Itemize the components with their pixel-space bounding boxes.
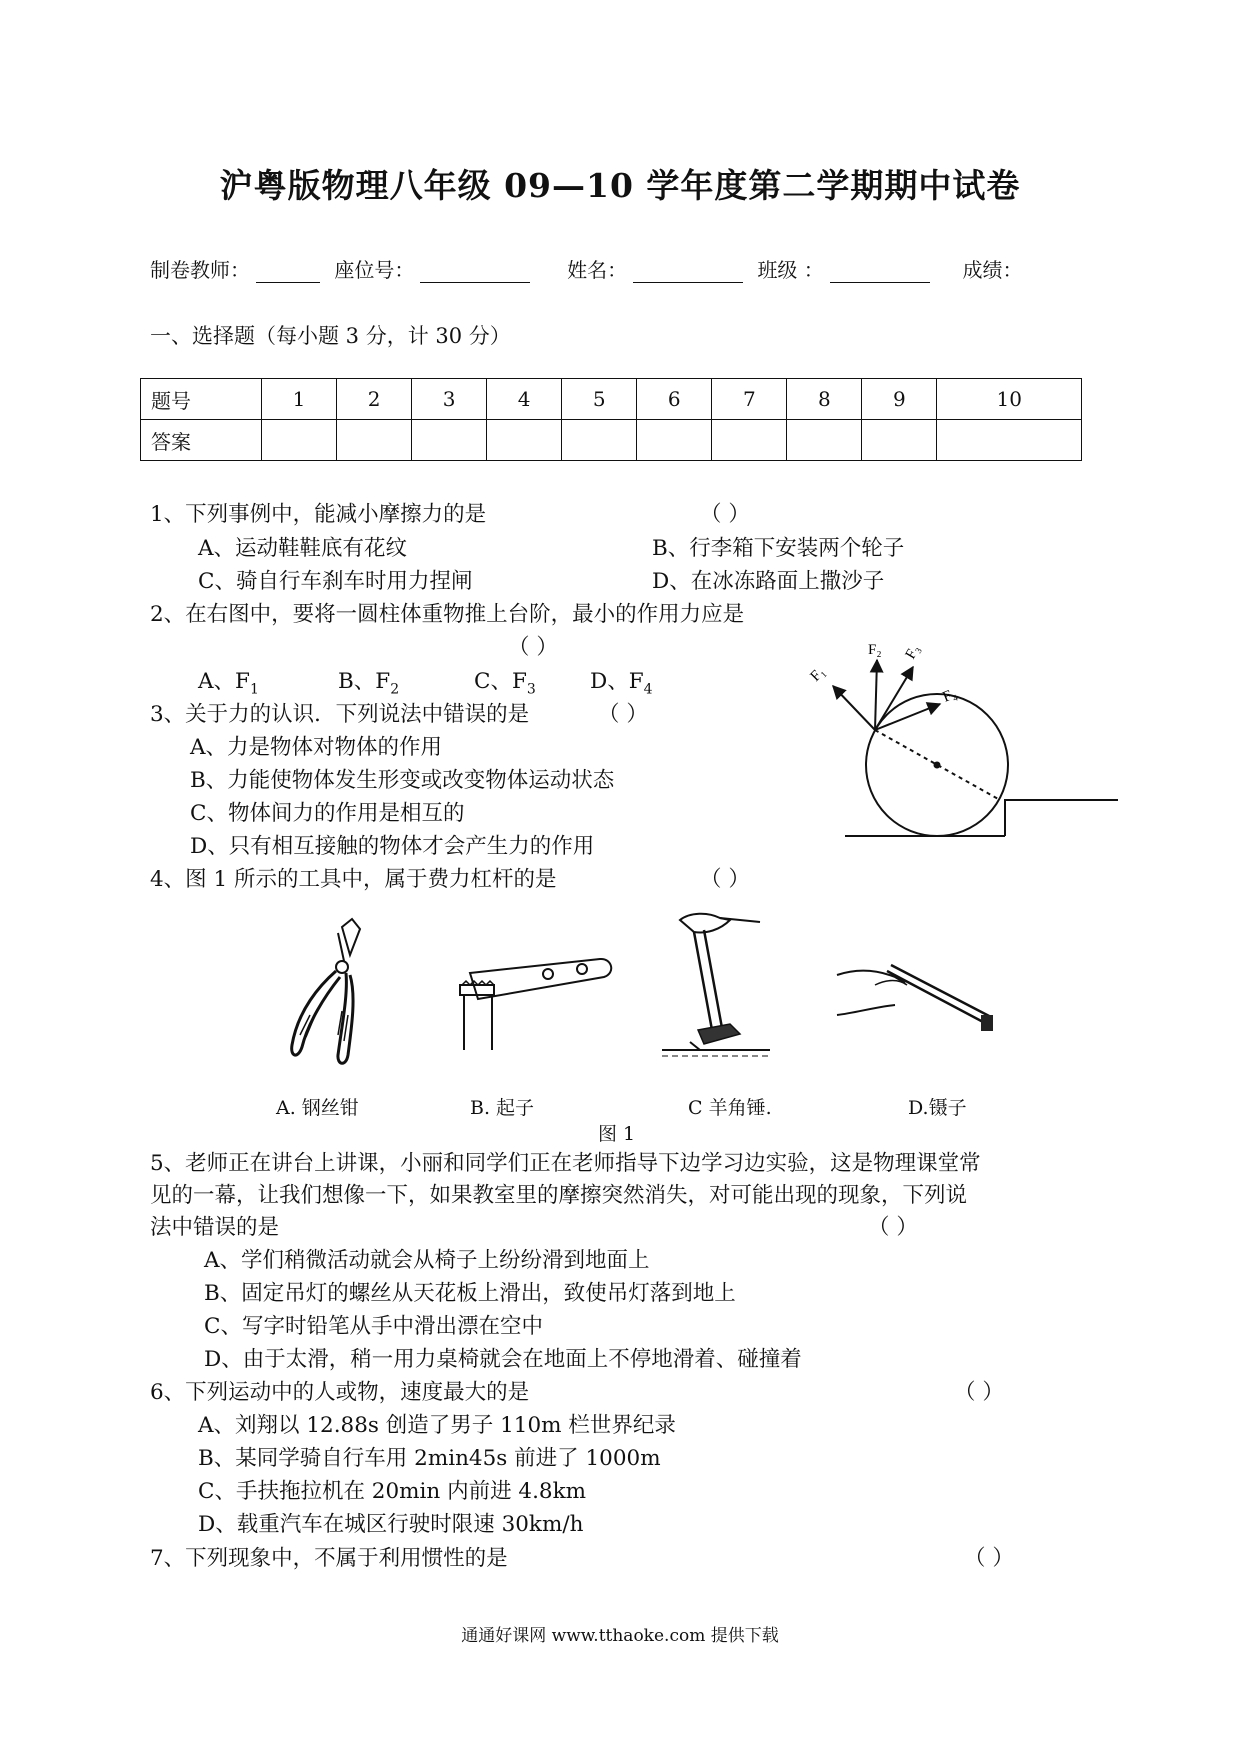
q2-option-b-sub: 2 xyxy=(390,681,400,698)
teacher-blank[interactable] xyxy=(256,264,320,283)
q6-answer-paren[interactable]: （ ） xyxy=(954,1380,1004,1405)
q2-option-c-text: C、F xyxy=(474,669,527,694)
answer-cell[interactable] xyxy=(712,420,787,461)
q4-stem: 4、图 1 所示的工具中，属于费力杠杆的是 xyxy=(150,867,557,892)
q2-option-b xyxy=(338,664,399,697)
seat-blank[interactable] xyxy=(420,264,530,283)
page-title: 沪粤版物理八年级 09—10 学年度第二学期期中试卷 xyxy=(219,166,1021,205)
seat-label: 座位号： xyxy=(334,258,415,282)
q2-option-d-sub: 4 xyxy=(643,681,653,698)
tool-caption-c: C 羊角锤. xyxy=(688,1097,772,1119)
q5-answer-paren[interactable]: （ ） xyxy=(868,1215,918,1240)
table-cell: 3 xyxy=(412,379,487,420)
answer-cell[interactable] xyxy=(937,420,1082,461)
q5-stem-line1: 5、老师正在讲台上讲课，小丽和同学们正在老师指导下边学习边实验，这是物理课堂常 xyxy=(150,1151,981,1176)
answer-row xyxy=(141,420,1082,461)
q5-stem-line3: 法中错误的是 xyxy=(150,1215,280,1240)
table-cell: 8 xyxy=(787,379,862,420)
table-cell: 1 xyxy=(262,379,337,420)
q2-option-a-sub: 1 xyxy=(249,681,259,698)
answer-table xyxy=(140,378,1082,461)
table-cell: 6 xyxy=(637,379,712,420)
q1-option-a: A、运动鞋鞋底有花纹 xyxy=(198,536,408,561)
table-cell: 9 xyxy=(862,379,937,420)
table-cell: 4 xyxy=(487,379,562,420)
f1-label: F₁ xyxy=(807,663,829,685)
exam-info-line xyxy=(150,254,1023,283)
name-label: 姓名： xyxy=(567,258,628,282)
q2-option-c xyxy=(474,664,536,697)
answer-cell[interactable] xyxy=(262,420,337,461)
f3-label: F₃ xyxy=(902,642,924,662)
q2-option-b-text: B、F xyxy=(338,669,391,694)
q3-stem: 3、关于力的认识．下列说法中错误的是 xyxy=(150,702,530,727)
f4-label: F₄ xyxy=(940,685,960,706)
q5-option-d: D、由于太滑，稍一用力桌椅就会在地面上不停地滑着、碰撞着 xyxy=(204,1347,802,1372)
q3-option-d: D、只有相互接触的物体才会产生力的作用 xyxy=(190,834,595,859)
q2-option-d xyxy=(590,664,653,697)
q5-option-c: C、写字时铅笔从手中滑出漂在空中 xyxy=(204,1314,543,1339)
tool-caption-b: B. 起子 xyxy=(470,1097,535,1119)
footer-download-note: 通通好课网 www.tthaoke.com 提供下载 xyxy=(461,1626,779,1646)
class-label: 班级 ： xyxy=(757,258,824,282)
q2-figure-cylinder-step xyxy=(800,640,1120,855)
q2-stem: 2、在右图中，要将一圆柱体重物推上台阶，最小的作用力应是 xyxy=(150,602,745,627)
q1-answer-paren[interactable]: （ ） xyxy=(700,502,750,527)
answer-cell[interactable] xyxy=(562,420,637,461)
force-f2-arrow xyxy=(875,660,877,730)
q5-option-a: A、学们稍微活动就会从椅子上纷纷滑到地面上 xyxy=(204,1248,650,1273)
class-blank[interactable] xyxy=(830,264,930,283)
q1-stem: 1、下列事例中，能减小摩擦力的是 xyxy=(150,502,487,527)
q3-option-a: A、力是物体对物体的作用 xyxy=(190,735,443,760)
answer-header: 答案 xyxy=(141,420,262,461)
q6-option-d: D、载重汽车在城区行驶时限速 30km/h xyxy=(198,1512,584,1537)
figure-1-caption: 图 1 xyxy=(598,1123,636,1145)
q6-option-c: C、手扶拖拉机在 20min 内前进 4.8km xyxy=(198,1479,587,1504)
table-cell: 2 xyxy=(337,379,412,420)
q3-answer-paren[interactable]: （ ） xyxy=(598,702,648,727)
answer-cell[interactable] xyxy=(637,420,712,461)
pliers-illustration xyxy=(280,915,380,1075)
answer-cell[interactable] xyxy=(787,420,862,461)
question-number-header: 题号 xyxy=(141,379,262,420)
table-cell: 7 xyxy=(712,379,787,420)
bottle-opener-illustration xyxy=(450,955,620,1055)
answer-cell[interactable] xyxy=(487,420,562,461)
q1-option-d: D、在冰冻路面上撒沙子 xyxy=(652,569,885,594)
table-cell: 10 xyxy=(937,379,1082,420)
answer-cell[interactable] xyxy=(412,420,487,461)
tool-caption-d: D.镊子 xyxy=(908,1097,967,1119)
q1-option-b: B、行李箱下安装两个轮子 xyxy=(652,536,905,561)
q5-stem-line2: 见的一幕，让我们想像一下，如果教室里的摩擦突然消失，对可能出现的现象，下列说 xyxy=(150,1183,968,1208)
q6-option-a: A、刘翔以 12.88s 创造了男子 110m 栏世界纪录 xyxy=(198,1413,676,1438)
q2-answer-paren[interactable]: （ ） xyxy=(508,635,558,660)
q2-option-a xyxy=(198,664,259,697)
q5-option-b: B、固定吊灯的螺丝从天花板上滑出，致使吊灯落到地上 xyxy=(204,1281,736,1306)
q1-option-c: C、骑自行车刹车时用力捏闸 xyxy=(198,569,473,594)
step-outline xyxy=(1005,800,1118,836)
teacher-label: 制卷教师： xyxy=(150,258,250,282)
q6-option-b: B、某同学骑自行车用 2min45s 前进了 1000m xyxy=(198,1446,661,1471)
table-cell: 5 xyxy=(562,379,637,420)
q2-option-d-text: D、F xyxy=(590,669,644,694)
tool-caption-a: A. 钢丝钳 xyxy=(276,1097,359,1119)
q7-answer-paren[interactable]: （ ） xyxy=(964,1546,1014,1571)
q7-stem: 7、下列现象中，不属于利用惯性的是 xyxy=(150,1546,508,1571)
section-heading: 一、选择题（每小题 3 分，计 30 分） xyxy=(150,324,511,348)
answer-cell[interactable] xyxy=(337,420,412,461)
claw-hammer-illustration xyxy=(660,910,780,1070)
tweezers-illustration xyxy=(835,955,1005,1045)
q2-option-c-sub: 3 xyxy=(526,681,536,698)
name-blank[interactable] xyxy=(633,264,743,283)
q3-option-c: C、物体间力的作用是相互的 xyxy=(190,801,465,826)
answer-cell[interactable] xyxy=(862,420,937,461)
question-number-row xyxy=(141,379,1082,420)
score-label: 成绩： xyxy=(962,258,1023,282)
q6-stem: 6、下列运动中的人或物，速度最大的是 xyxy=(150,1380,530,1405)
force-f1-arrow xyxy=(833,686,875,730)
q3-option-b: B、力能使物体发生形变或改变物体运动状态 xyxy=(190,768,615,793)
f2-label: F₂ xyxy=(868,642,882,658)
q2-option-a-text: A、F xyxy=(198,669,250,694)
force-f3-arrow xyxy=(875,667,913,730)
q4-answer-paren[interactable]: （ ） xyxy=(700,867,750,892)
